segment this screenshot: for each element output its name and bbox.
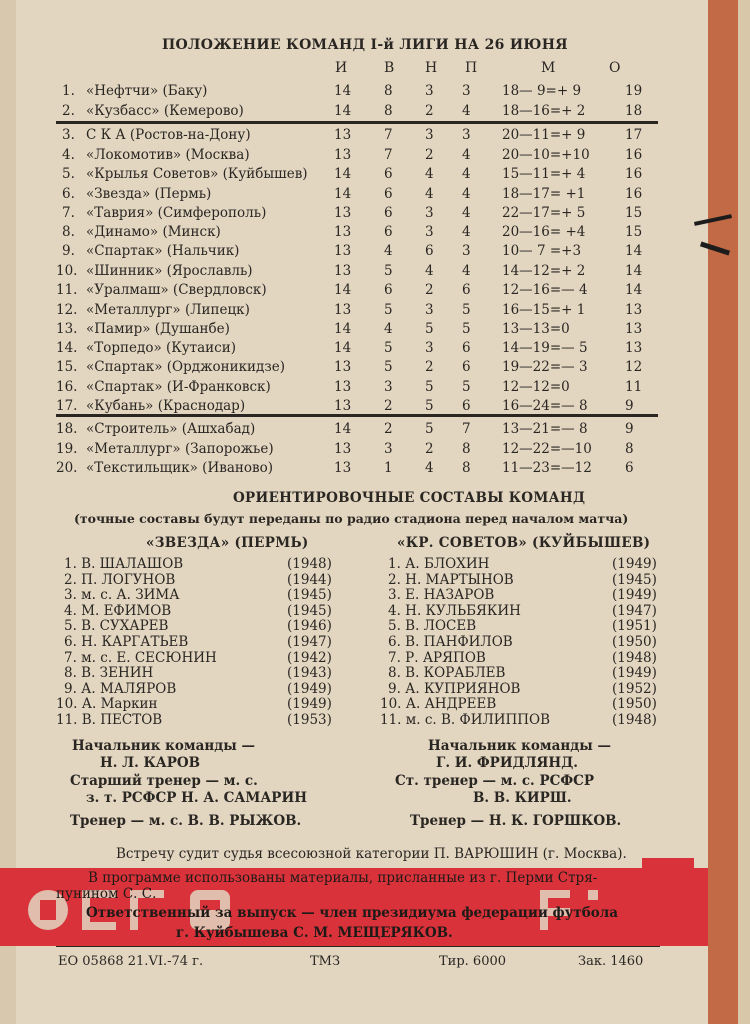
row-played: 14 — [334, 421, 352, 437]
row-drawn: 2 — [425, 147, 434, 163]
row-goals: 22—17=+ 5 — [502, 205, 586, 221]
row-played: 13 — [334, 147, 352, 163]
player-name: 7. Р. АРЯПОВ — [388, 649, 486, 666]
player-year: (1946) — [287, 618, 332, 635]
player-year: (1943) — [287, 665, 332, 682]
row-points: 15 — [625, 224, 643, 240]
imprint-printer: ТМЗ — [310, 954, 341, 969]
row-team: «Металлург» (Липецк) — [86, 302, 250, 318]
row-played: 14 — [334, 83, 352, 99]
row-position: 4. — [62, 147, 75, 163]
row-position: 12. — [56, 302, 78, 318]
right-coach: Тренер — Н. К. ГОРШКОВ. — [410, 813, 622, 829]
row-lost: 8 — [462, 441, 471, 457]
row-position: 7. — [62, 205, 75, 221]
row-team: «Шинник» (Ярославль) — [86, 263, 253, 279]
row-won: 2 — [384, 398, 393, 414]
player-name: 4. Н. КУЛЬБЯКИН — [388, 602, 521, 619]
player-year: (1949) — [612, 556, 657, 572]
row-played: 13 — [334, 127, 352, 143]
row-lost: 6 — [462, 282, 471, 298]
row-lost: 7 — [462, 421, 471, 437]
row-lost: 8 — [462, 460, 471, 476]
row-team: «Кубань» (Краснодар) — [86, 398, 246, 414]
row-points: 17 — [625, 127, 643, 143]
row-position: 6. — [62, 186, 75, 202]
row-position: 5. — [62, 166, 75, 182]
row-lost: 4 — [462, 103, 471, 119]
player-name: 5. В. ЛОСЕВ — [388, 618, 477, 635]
row-lost: 6 — [462, 340, 471, 356]
row-won: 4 — [384, 321, 393, 337]
player-name: 7. м. с. Е. СЕСЮНИН — [64, 649, 217, 666]
row-drawn: 2 — [425, 103, 434, 119]
imprint-order: Зак. 1460 — [578, 954, 644, 969]
row-points: 9 — [625, 398, 634, 414]
row-won: 6 — [384, 186, 393, 202]
row-won: 5 — [384, 359, 393, 375]
row-won: 8 — [384, 103, 393, 119]
row-drawn: 5 — [425, 321, 434, 337]
row-goals: 10— 7 =+3 — [502, 243, 582, 259]
left-senior-coach-name: з. т. РСФСР Н. А. САМАРИН — [86, 790, 307, 806]
row-drawn: 3 — [425, 205, 434, 221]
player-name: 2. Н. МАРТЫНОВ — [388, 571, 514, 588]
row-points: 16 — [625, 186, 643, 202]
player-year: (1952) — [612, 680, 657, 697]
row-position: 19. — [56, 441, 78, 457]
row-drawn: 3 — [425, 224, 434, 240]
row-lost: 5 — [462, 379, 471, 395]
row-team: «Памир» (Душанбе) — [86, 321, 230, 337]
row-points: 9 — [625, 421, 634, 437]
row-played: 13 — [334, 460, 352, 476]
player-name: 6. В. ПАНФИЛОВ — [388, 634, 513, 650]
row-team: «Спартак» (И-Франковск) — [86, 379, 271, 395]
player-year: (1947) — [287, 634, 332, 650]
player-name: 4. М. ЕФИМОВ — [64, 602, 172, 619]
row-points: 8 — [625, 441, 634, 457]
row-lost: 4 — [462, 263, 471, 279]
row-team: «Металлург» (Запорожье) — [86, 441, 274, 457]
referee-line: Встречу судит судья всесоюзной категории П. ВАРЮШИН (г. Москва). — [116, 846, 627, 862]
row-played: 13 — [334, 205, 352, 221]
row-position: 10. — [56, 263, 78, 279]
row-lost: 3 — [462, 243, 471, 259]
player-year: (1947) — [612, 602, 657, 619]
row-drawn: 3 — [425, 83, 434, 99]
column-header: П — [465, 60, 478, 76]
row-lost: 5 — [462, 302, 471, 318]
row-position: 16. — [56, 379, 78, 395]
row-points: 15 — [625, 205, 643, 221]
row-lost: 4 — [462, 224, 471, 240]
footer-rule — [56, 946, 660, 947]
row-points: 18 — [625, 103, 643, 119]
row-points: 6 — [625, 460, 634, 476]
player-name: 6. Н. КАРГАТЬЕВ — [64, 634, 189, 650]
player-name: 3. м. с. А. ЗИМА — [64, 587, 180, 604]
row-won: 4 — [384, 243, 393, 259]
row-lost: 6 — [462, 398, 471, 414]
row-played: 13 — [334, 224, 352, 240]
row-lost: 3 — [462, 127, 471, 143]
credits-line-4: г. Куйбышева С. М. МЕЩЕРЯКОВ. — [176, 925, 453, 941]
player-name: 10. А. Маркин — [56, 696, 158, 713]
row-team: «Кузбасс» (Кемерово) — [86, 103, 244, 119]
row-drawn: 5 — [425, 421, 434, 437]
player-year: (1949) — [612, 587, 657, 604]
row-position: 13. — [56, 321, 78, 337]
row-goals: 18—16=+ 2 — [502, 103, 586, 119]
row-position: 3. — [62, 127, 75, 143]
row-team: «Крылья Советов» (Куйбышев) — [86, 166, 308, 182]
row-position: 15. — [56, 359, 78, 375]
row-team: «Торпедо» (Кутаиси) — [86, 340, 237, 356]
player-year: (1949) — [612, 665, 657, 682]
row-drawn: 5 — [425, 398, 434, 414]
row-drawn: 2 — [425, 359, 434, 375]
player-name: 5. В. СУХАРЕВ — [64, 618, 169, 635]
standings-title: ПОЛОЖЕНИЕ КОМАНД I-й ЛИГИ НА 26 ИЮНЯ — [162, 37, 568, 53]
row-played: 13 — [334, 379, 352, 395]
row-lost: 6 — [462, 359, 471, 375]
row-drawn: 4 — [425, 263, 434, 279]
row-won: 7 — [384, 147, 393, 163]
row-position: 14. — [56, 340, 78, 356]
right-chief-label: Начальник команды — — [428, 738, 611, 754]
credits-line-2: пунином С. С. — [56, 886, 157, 902]
row-team: «Нефтчи» (Баку) — [86, 83, 208, 99]
row-lost: 5 — [462, 321, 471, 337]
row-team: С К А (Ростов-на-Дону) — [86, 127, 251, 143]
lineups-title: ОРИЕНТИРОВОЧНЫЕ СОСТАВЫ КОМАНД — [233, 490, 586, 506]
row-position: 1. — [62, 83, 75, 99]
row-played: 13 — [334, 441, 352, 457]
row-goals: 20—10=+10 — [502, 147, 590, 163]
row-team: «Звезда» (Пермь) — [86, 186, 212, 202]
right-chief-name: Г. И. ФРИДЛЯНД. — [436, 755, 578, 771]
row-won: 6 — [384, 282, 393, 298]
row-drawn: 4 — [425, 186, 434, 202]
row-position: 2. — [62, 103, 75, 119]
page-edge-margin — [738, 0, 750, 1024]
row-goals: 20—16= +4 — [502, 224, 586, 240]
right-team-title: «КР. СОВЕТОВ» (КУЙБЫШЕВ) — [397, 535, 651, 551]
lineups-subtitle: (точные составы будут переданы по радио стадиона перед началом матча) — [74, 511, 629, 526]
row-won: 6 — [384, 224, 393, 240]
player-name: 1. А. БЛОХИН — [388, 556, 490, 572]
row-played: 13 — [334, 263, 352, 279]
row-team: «Локомотив» (Москва) — [86, 147, 250, 163]
row-played: 13 — [334, 359, 352, 375]
right-senior-coach-name: В. В. КИРШ. — [473, 790, 572, 806]
row-goals: 16—24=— 8 — [502, 398, 588, 414]
row-played: 14 — [334, 186, 352, 202]
row-goals: 11—23=—12 — [502, 460, 592, 476]
row-points: 14 — [625, 243, 643, 259]
player-year: (1944) — [287, 571, 332, 588]
row-goals: 14—19=— 5 — [502, 340, 588, 356]
row-drawn: 2 — [425, 282, 434, 298]
row-position: 20. — [56, 460, 78, 476]
credits-line-3: Ответственный за выпуск — член президиума федерации футбола — [86, 905, 619, 921]
row-points: 14 — [625, 282, 643, 298]
row-won: 5 — [384, 302, 393, 318]
row-team: «Таврия» (Симферополь) — [86, 205, 267, 221]
row-won: 3 — [384, 441, 393, 457]
row-goals: 14—12=+ 2 — [502, 263, 586, 279]
player-year: (1953) — [287, 712, 332, 728]
row-won: 5 — [384, 340, 393, 356]
row-played: 13 — [334, 243, 352, 259]
row-played: 13 — [334, 398, 352, 414]
row-points: 13 — [625, 302, 643, 318]
row-team: «Текстильщик» (Иваново) — [86, 460, 273, 476]
row-won: 6 — [384, 166, 393, 182]
row-won: 7 — [384, 127, 393, 143]
row-goals: 18—17= +1 — [502, 186, 586, 202]
row-lost: 4 — [462, 147, 471, 163]
row-team: «Спартак» (Орджоникидзе) — [86, 359, 285, 375]
player-name: 8. В. КОРАБЛЕВ — [388, 665, 506, 682]
row-played: 13 — [334, 302, 352, 318]
row-team: «Уралмаш» (Свердловск) — [86, 282, 267, 298]
row-goals: 12—16=— 4 — [502, 282, 588, 298]
row-goals: 13—13=0 — [502, 321, 570, 337]
row-team: «Строитель» (Ашхабад) — [86, 421, 256, 437]
row-played: 14 — [334, 340, 352, 356]
left-coach: Тренер — м. с. В. В. РЫЖОВ. — [70, 813, 302, 829]
row-goals: 19—22=— 3 — [502, 359, 588, 375]
row-won: 2 — [384, 421, 393, 437]
imprint-order-code: ЕО 05868 21.VI.-74 г. — [58, 954, 204, 969]
row-lost: 4 — [462, 205, 471, 221]
row-played: 14 — [334, 166, 352, 182]
row-drawn: 3 — [425, 127, 434, 143]
player-year: (1948) — [612, 649, 657, 666]
player-year: (1948) — [287, 556, 332, 572]
row-drawn: 4 — [425, 460, 434, 476]
row-goals: 12—12=0 — [502, 379, 570, 395]
row-goals: 16—15=+ 1 — [502, 302, 586, 318]
left-chief-name: Н. Л. КАРОВ — [100, 755, 201, 771]
row-position: 18. — [56, 421, 78, 437]
row-goals: 12—22=—10 — [502, 441, 592, 457]
player-name: 11. м. с. В. ФИЛИППОВ — [380, 712, 551, 728]
column-header: О — [609, 60, 621, 76]
row-drawn: 4 — [425, 166, 434, 182]
player-name: 9. А. КУПРИЯНОВ — [388, 680, 521, 697]
player-year: (1948) — [612, 712, 657, 728]
relegation-divider — [56, 414, 658, 417]
player-name: 11. В. ПЕСТОВ — [56, 712, 163, 728]
row-points: 13 — [625, 340, 643, 356]
row-team: «Динамо» (Минск) — [86, 224, 221, 240]
row-goals: 13—21=— 8 — [502, 421, 588, 437]
row-position: 9. — [62, 243, 75, 259]
row-won: 1 — [384, 460, 393, 476]
column-header: М — [541, 60, 556, 76]
row-drawn: 3 — [425, 302, 434, 318]
row-lost: 3 — [462, 83, 471, 99]
column-header: Н — [425, 60, 438, 76]
player-year: (1942) — [287, 649, 332, 666]
promotion-divider — [56, 121, 658, 124]
player-year: (1945) — [612, 571, 657, 588]
player-name: 1. В. ШАЛАШОВ — [64, 556, 184, 572]
row-played: 14 — [334, 103, 352, 119]
player-name: 10. А. АНДРЕЕВ — [380, 696, 497, 713]
row-drawn: 3 — [425, 340, 434, 356]
right-senior-coach-label: Ст. тренер — м. с. РСФСР — [395, 773, 595, 789]
page-edge-orange — [708, 0, 738, 1024]
row-points: 14 — [625, 263, 643, 279]
column-header: И — [335, 60, 348, 76]
column-header: В — [384, 60, 395, 76]
row-points: 16 — [625, 147, 643, 163]
row-position: 8. — [62, 224, 75, 240]
imprint-circulation: Тир. 6000 — [439, 954, 507, 969]
player-name: 9. А. МАЛЯРОВ — [64, 680, 177, 697]
player-year: (1951) — [612, 618, 657, 635]
row-goals: 20—11=+ 9 — [502, 127, 586, 143]
row-won: 5 — [384, 263, 393, 279]
row-goals: 18— 9=+ 9 — [502, 83, 582, 99]
player-year: (1949) — [287, 696, 332, 713]
player-year: (1945) — [287, 602, 332, 619]
row-points: 13 — [625, 321, 643, 337]
player-year: (1950) — [612, 696, 657, 713]
credits-line-1: В программе использованы материалы, присланные из г. Перми Стря- — [88, 870, 598, 886]
row-drawn: 2 — [425, 441, 434, 457]
row-lost: 4 — [462, 186, 471, 202]
player-year: (1950) — [612, 634, 657, 650]
player-name: 3. Е. НАЗАРОВ — [388, 587, 495, 604]
row-points: 16 — [625, 166, 643, 182]
row-drawn: 5 — [425, 379, 434, 395]
row-played: 14 — [334, 282, 352, 298]
left-team-title: «ЗВЕЗДА» (ПЕРМЬ) — [146, 535, 309, 551]
row-won: 8 — [384, 83, 393, 99]
left-chief-label: Начальник команды — — [72, 738, 255, 754]
row-won: 6 — [384, 205, 393, 221]
row-won: 3 — [384, 379, 393, 395]
row-points: 19 — [625, 83, 643, 99]
row-position: 17. — [56, 398, 78, 414]
player-year: (1945) — [287, 587, 332, 604]
player-name: 8. В. ЗЕНИН — [64, 665, 154, 682]
row-played: 14 — [334, 321, 352, 337]
row-drawn: 6 — [425, 243, 434, 259]
left-senior-coach-label: Старший тренер — м. с. — [70, 773, 258, 789]
player-year: (1949) — [287, 680, 332, 697]
player-name: 2. П. ЛОГУНОВ — [64, 571, 176, 588]
row-lost: 4 — [462, 166, 471, 182]
row-points: 12 — [625, 359, 643, 375]
row-points: 11 — [625, 379, 643, 395]
row-goals: 15—11=+ 4 — [502, 166, 586, 182]
row-team: «Спартак» (Нальчик) — [86, 243, 240, 259]
row-position: 11. — [56, 282, 78, 298]
